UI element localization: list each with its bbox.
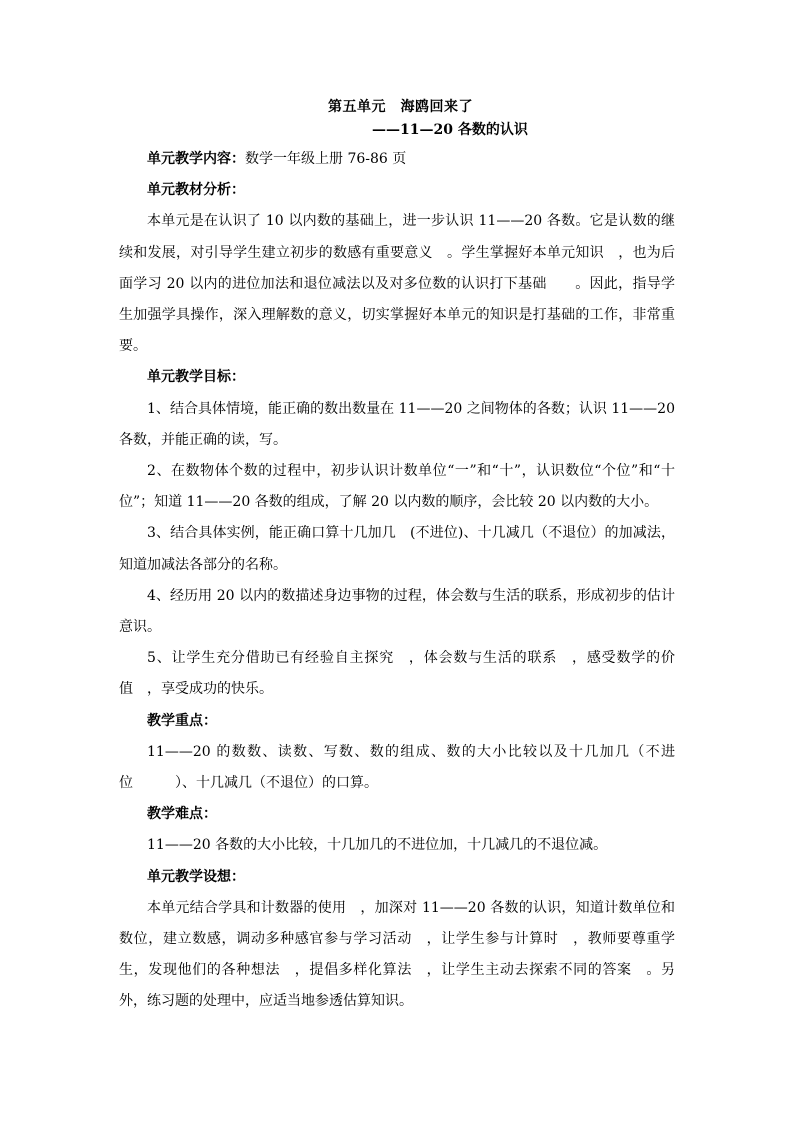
analysis-paragraph: 本单元是在认识了 10 以内数的基础上，进一步认识 11——20 各数。它是认数的继续和发展，对引导学生建立初步的数感有重要意义 。学生掌握好本单元知识 ，也为后面学习 20 以内的进位加法和退位减法以及对多位数的认识打下基础 。因此，指导学生加强学具操作，深入理解数的意义，切实掌握好本单元的知识是打基础的工作，非常重要。 bbox=[119, 213, 675, 355]
difficulties-paragraph: 11——20 各数的大小比较，十几加几的不进位加，十几减几的不退位减。 bbox=[147, 837, 608, 854]
teaching-content-label: 单元教学内容： bbox=[147, 151, 245, 167]
key-points-heading: 教学重点： bbox=[147, 712, 217, 729]
analysis-heading: 单元教材分析： bbox=[147, 182, 245, 199]
design-heading: 单元教学设想： bbox=[147, 868, 245, 885]
teaching-content-text: 数学一年级上册 76-86 页 bbox=[245, 151, 407, 167]
goal-item-5: 5、让学生充分借助已有经验自主探究 ，体会数与生活的联系 ，感受数学的价值 ，享受成功的快乐。 bbox=[119, 650, 675, 698]
goal-item-2: 2、在数物体个数的过程中，初步认识计数单位“一”和“十”，认识数位“个位”和“十位”；知道 11——20 各数的组成，了解 20 以内数的顺序，会比较 20 以内数的大小。 bbox=[119, 463, 675, 511]
goal-item-1: 1、结合具体情境，能正确的数出数量在 11——20 之间物体的各数；认识 11——20 各数，并能正确的读，写。 bbox=[119, 400, 675, 448]
goal-item-4: 4、经历用 20 以内的数描述身边事物的过程，体会数与生活的联系，形成初步的估计意识。 bbox=[119, 587, 675, 636]
document-body bbox=[119, 144, 675, 1018]
key-points-paragraph: 11——20 的数数、读数、写数、数的组成、数的大小比较以及十几加几（不进位 ）、十几减几（不退位）的口算。 bbox=[119, 743, 675, 792]
goals-heading: 单元教学目标： bbox=[147, 369, 245, 386]
design-paragraph: 本单元结合学具和计数器的使用 ，加深对 11——20 各数的认识，知道计数单位和数位，建立数感，调动多种感官参与学习活动 ，让学生参与计算时 ，教师要尊重学生，发现他们的各种想法 ，提倡多样化算法 ，让学生主动去探索不同的答案 。另外，练习题的处理中，应适当地参透估算知识。 bbox=[119, 899, 675, 1010]
unit-subtitle: ——11—20 各数的认识 bbox=[372, 122, 528, 138]
unit-title: 第五单元 海鸥回来了 bbox=[328, 99, 473, 115]
goal-item-3: 3、结合具体实例，能正确口算十几加几 (不进位)、十几减几（不退位）的加减法，知道加减法各部分的名称。 bbox=[119, 525, 675, 573]
teaching-content-line bbox=[119, 144, 675, 175]
difficulties-heading: 教学难点： bbox=[147, 806, 217, 823]
